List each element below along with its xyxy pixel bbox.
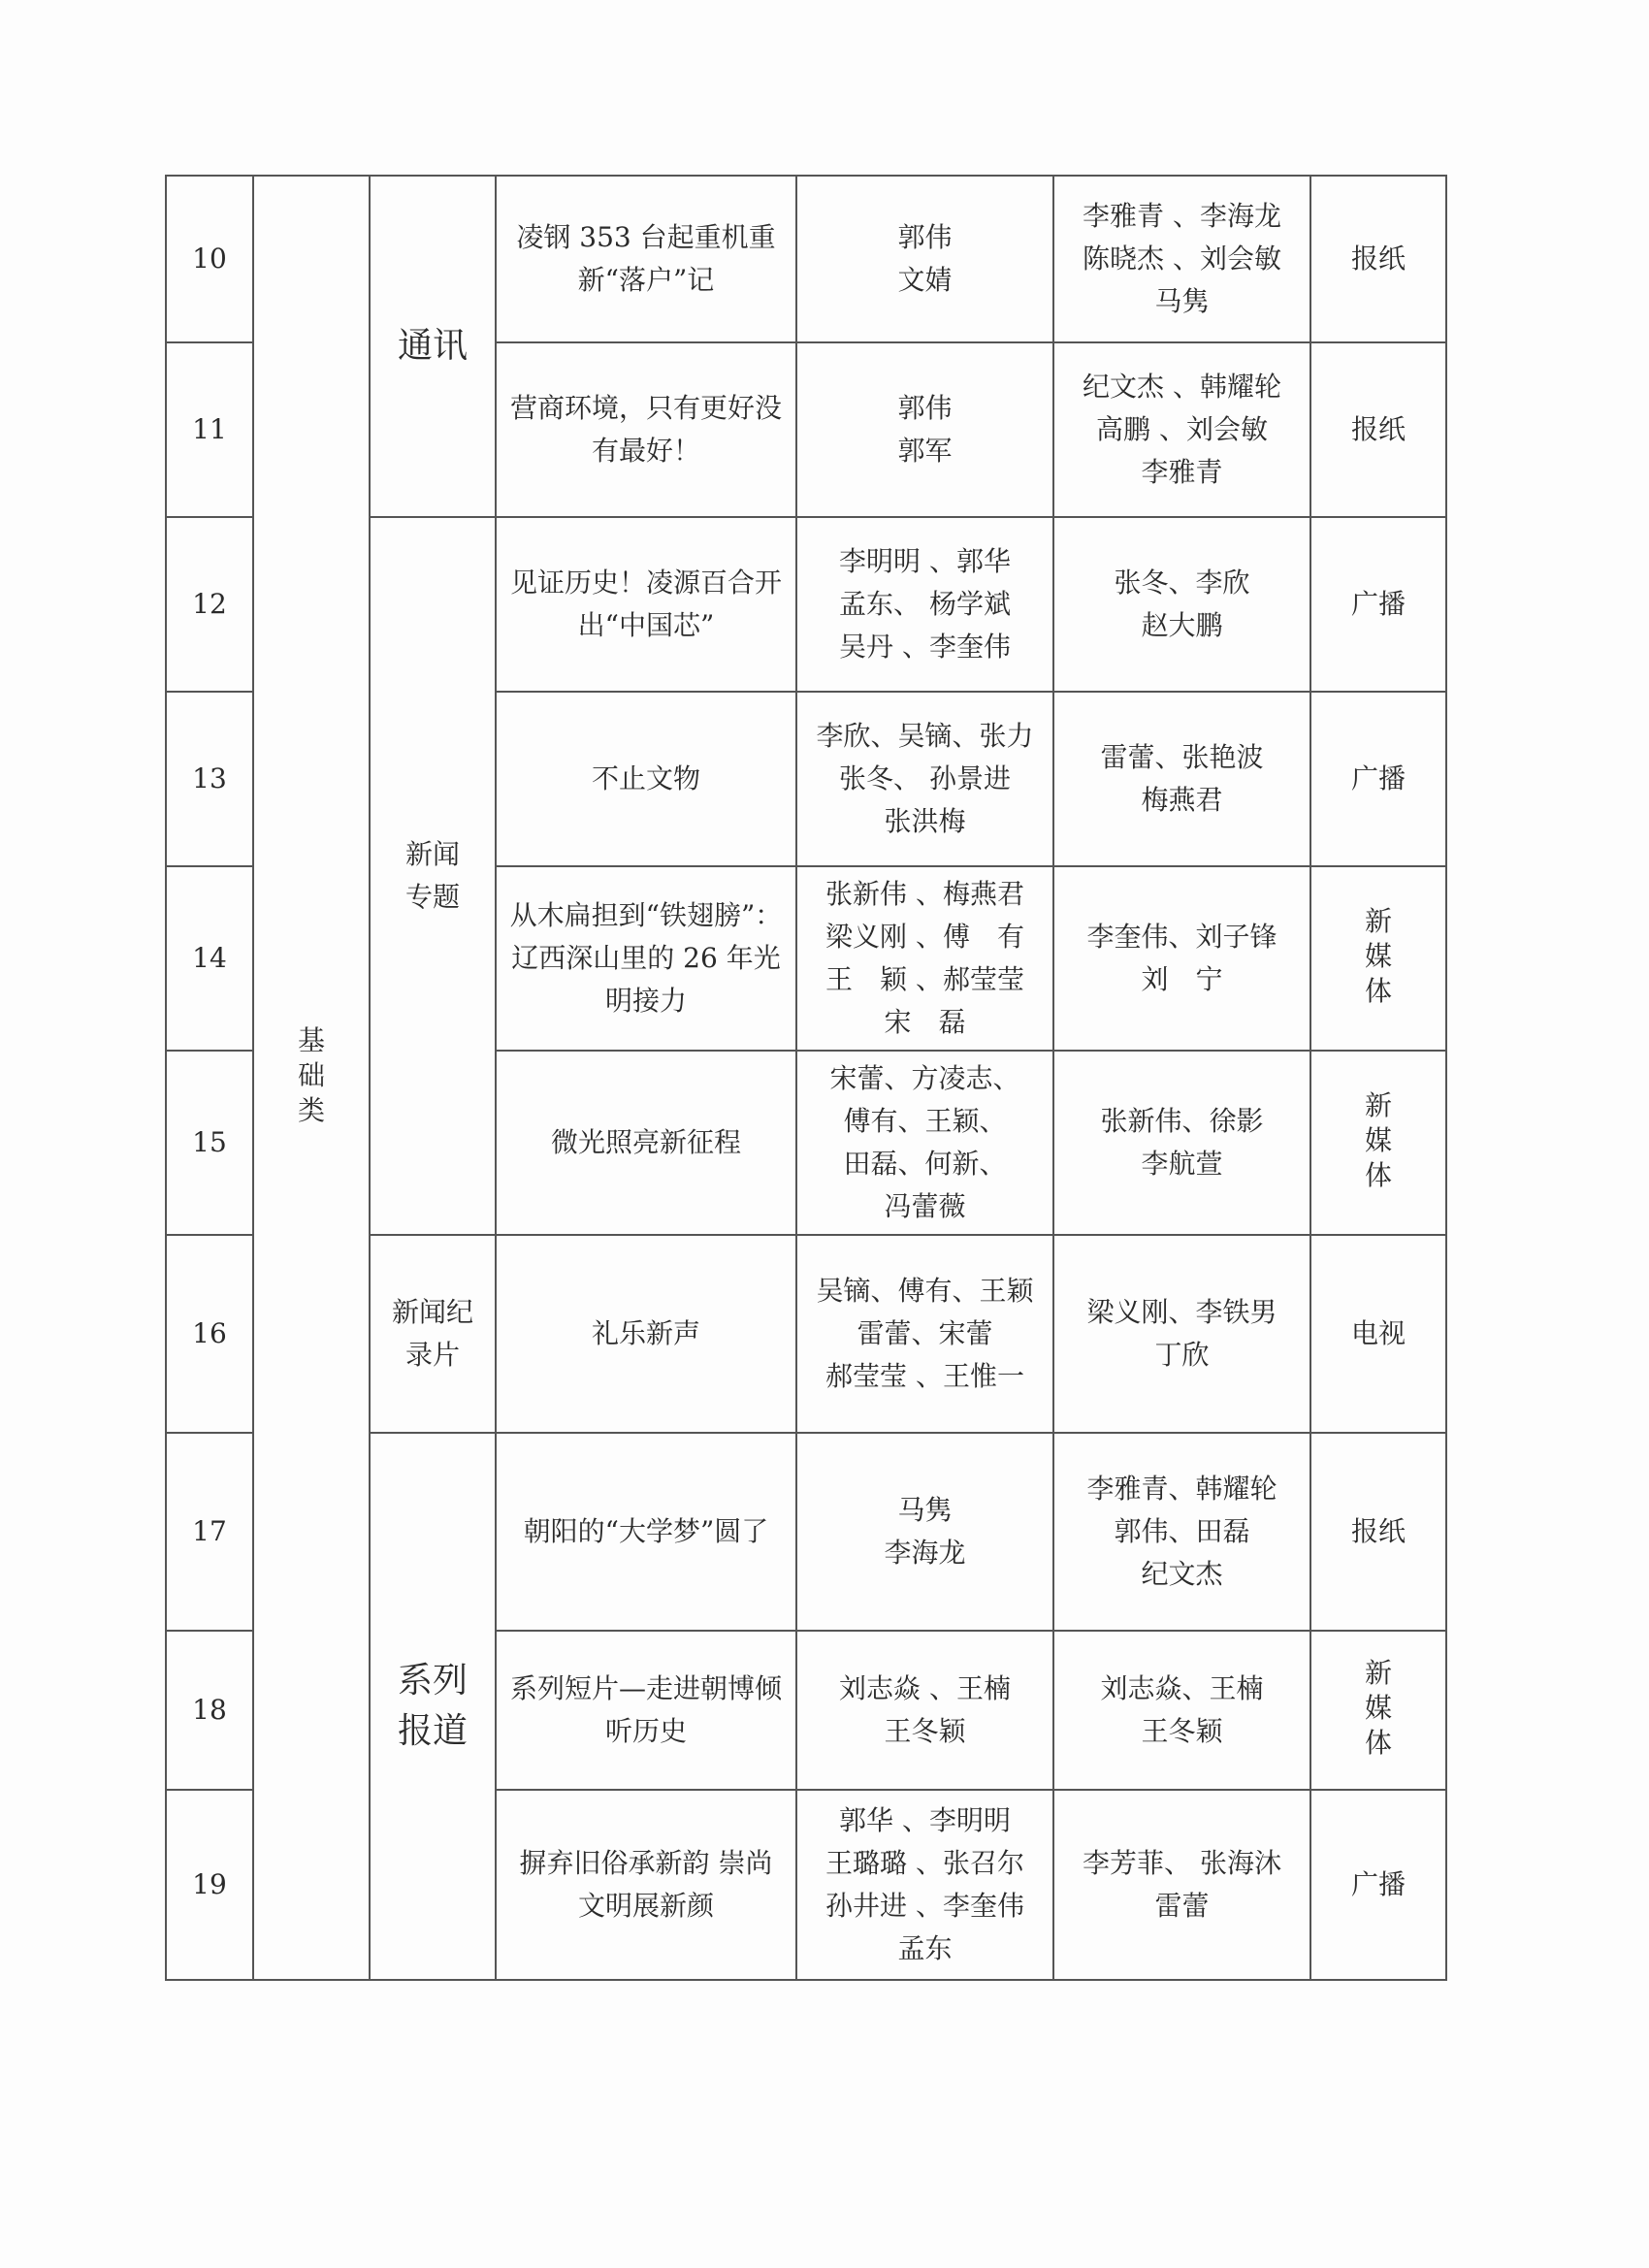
row-number: 13 (166, 692, 253, 866)
media-type (1310, 866, 1446, 1051)
subcategory-zhuanti (370, 517, 496, 1235)
work-title: 凌钢 353 台起重机重新“落户”记 (496, 176, 796, 342)
media-type (1310, 1051, 1446, 1235)
row-number: 17 (166, 1433, 253, 1631)
media-type: 广播 (1310, 517, 1446, 692)
media-label: 新媒体 (1364, 904, 1392, 1008)
editors: 雷蕾、张艳波 梅燕君 (1053, 692, 1310, 866)
media-type: 电视 (1310, 1235, 1446, 1433)
subcategory-jilupian (370, 1235, 496, 1433)
editors: 纪文杰 、韩耀轮 高鹏 、刘会敏 李雅青 (1053, 342, 1310, 517)
category-cell (253, 176, 370, 1980)
editors: 刘志焱、王楠 王冬颖 (1053, 1631, 1310, 1790)
authors: 李明明 、郭华 孟东、 杨学斌 吴丹 、李奎伟 (796, 517, 1053, 692)
authors: 刘志焱 、王楠 王冬颖 (796, 1631, 1053, 1790)
editors: 李雅青 、李海龙 陈晓杰 、刘会敏 马隽 (1053, 176, 1310, 342)
table-row (166, 176, 1446, 342)
editors: 张冬、李欣 赵大鹏 (1053, 517, 1310, 692)
award-table (165, 175, 1447, 1981)
authors: 李欣、吴镝、张力 张冬、 孙景进 张洪梅 (796, 692, 1053, 866)
editors: 李奎伟、刘子锋 刘 宁 (1053, 866, 1310, 1051)
work-title: 从木扁担到“铁翅膀”：辽西深山里的 26 年光明接力 (496, 866, 796, 1051)
work-title: 摒弃旧俗承新韵 崇尚文明展新颜 (496, 1790, 796, 1980)
authors: 吴镝、傅有、王颖 雷蕾、宋蕾 郝莹莹 、王惟一 (796, 1235, 1053, 1433)
work-title: 朝阳的“大学梦”圆了 (496, 1433, 796, 1631)
authors: 宋蕾、方凌志、 傅有、王颖、 田磊、何新、 冯蕾薇 (796, 1051, 1053, 1235)
row-number: 18 (166, 1631, 253, 1790)
work-title: 营商环境，只有更好没有最好！ (496, 342, 796, 517)
row-number: 19 (166, 1790, 253, 1980)
row-number: 12 (166, 517, 253, 692)
work-title: 不止文物 (496, 692, 796, 866)
media-type (1310, 1631, 1446, 1790)
subcategory-label: 系列报道 (397, 1661, 468, 1751)
editors: 李芳菲、 张海沐 雷蕾 (1053, 1790, 1310, 1980)
authors: 郭伟 文婧 (796, 176, 1053, 342)
work-title: 系列短片—走进朝博倾听历史 (496, 1631, 796, 1790)
editors: 梁义刚、李铁男 丁欣 (1053, 1235, 1310, 1433)
subcategory-label: 新闻专题 (404, 838, 460, 913)
editors: 张新伟、徐影 李航萱 (1053, 1051, 1310, 1235)
media-type: 报纸 (1310, 176, 1446, 342)
subcategory-label: 新闻纪录片 (391, 1296, 473, 1371)
row-number: 15 (166, 1051, 253, 1235)
media-type: 报纸 (1310, 1433, 1446, 1631)
media-label: 新媒体 (1364, 1088, 1392, 1192)
work-title: 礼乐新声 (496, 1235, 796, 1433)
row-number: 11 (166, 342, 253, 517)
media-type: 广播 (1310, 692, 1446, 866)
authors: 郭华 、李明明 王璐璐 、张召尔 孙井进 、李奎伟 孟东 (796, 1790, 1053, 1980)
authors: 马隽 李海龙 (796, 1433, 1053, 1631)
media-type: 广播 (1310, 1790, 1446, 1980)
media-label: 新媒体 (1364, 1656, 1392, 1760)
editors: 李雅青、韩耀轮 郭伟、田磊 纪文杰 (1053, 1433, 1310, 1631)
work-title: 见证历史！凌源百合开出“中国芯” (496, 517, 796, 692)
work-title: 微光照亮新征程 (496, 1051, 796, 1235)
row-number: 10 (166, 176, 253, 342)
row-number: 16 (166, 1235, 253, 1433)
category-label: 基础类 (297, 1023, 325, 1127)
media-type: 报纸 (1310, 342, 1446, 517)
row-number: 14 (166, 866, 253, 1051)
authors: 郭伟 郭军 (796, 342, 1053, 517)
subcategory-tongxun: 通讯 (370, 176, 496, 517)
subcategory-xilie (370, 1433, 496, 1980)
authors: 张新伟 、梅燕君 梁义刚 、傅 有 王 颖 、郝莹莹 宋 磊 (796, 866, 1053, 1051)
